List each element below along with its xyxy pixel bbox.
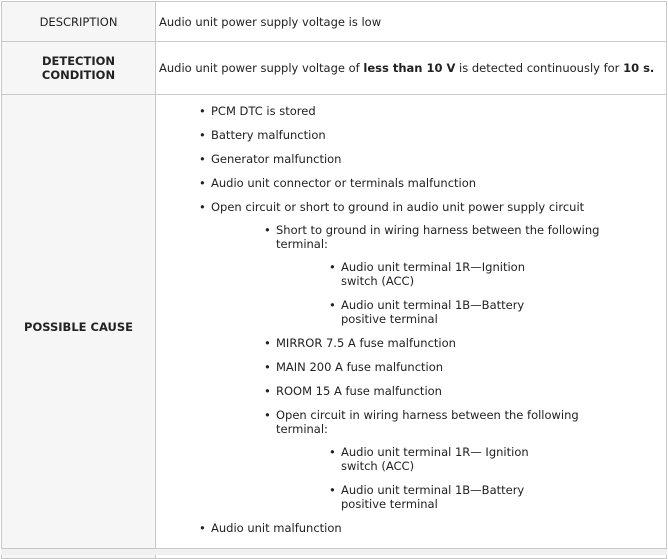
detection-text-middle: is detected continuously for (455, 61, 624, 75)
sub-cause-item: • MAIN 200 A fuse malfunction (276, 360, 663, 374)
cause-item: • Audio unit malfunction (211, 521, 663, 535)
terminal-item (341, 260, 663, 288)
short-terminal-list (276, 260, 663, 326)
terminal-item (341, 445, 663, 473)
sub-cause-item: • ROOM 15 A fuse malfunction (276, 384, 663, 398)
possible-cause-value (156, 95, 667, 559)
detection-value (156, 42, 667, 95)
circuit-sub-list (211, 223, 663, 511)
cause-list (159, 99, 663, 535)
description-value: Audio unit power supply voltage is low (156, 2, 667, 42)
terminal-text: • Audio unit terminal 1R—Ignition switch (ACC) (341, 260, 525, 288)
detection-row (2, 42, 667, 95)
sub-cause-item: • MIRROR 7.5 A fuse malfunction (276, 336, 663, 350)
sub-cause-item (276, 223, 663, 326)
description-row (2, 2, 667, 42)
cause-item-circuit (211, 200, 663, 511)
detection-voltage-threshold: less than 10 V (363, 61, 456, 75)
terminal-item (341, 298, 663, 326)
description-label: DESCRIPTION (2, 2, 156, 42)
open-terminal-list (276, 445, 663, 511)
sub-cause-item (276, 408, 663, 511)
terminal-text: • Audio unit terminal 1R— Ignition switch (ACC) (341, 445, 529, 473)
terminal-text: • Audio unit terminal 1B—Battery positive terminal (341, 483, 525, 511)
terminal-text: • Audio unit terminal 1B—Battery positive terminal (341, 298, 525, 326)
cause-item: • PCM DTC is stored (211, 104, 663, 118)
cause-item: • Generator malfunction (211, 152, 663, 166)
sub-cause-text: • Open circuit in wiring harness between the following terminal: (276, 408, 579, 436)
detection-label: DETECTION CONDITION (2, 42, 156, 95)
cause-item-text: Open circuit or short to ground in audio unit power supply circuit (211, 200, 585, 214)
cause-item: • Battery malfunction (211, 128, 663, 142)
cause-item: • Audio unit connector or terminals malfunction (211, 176, 663, 190)
sub-cause-text: • Short to ground in wiring harness between the following terminal: (276, 223, 600, 251)
dtc-info-table (1, 1, 667, 559)
terminal-item (341, 483, 663, 511)
possible-cause-label: POSSIBLE CAUSE (2, 95, 156, 559)
detection-duration: 10 s. (623, 61, 655, 75)
detection-text-before: Audio unit power supply voltage of (159, 61, 364, 75)
possible-cause-row (2, 95, 667, 559)
